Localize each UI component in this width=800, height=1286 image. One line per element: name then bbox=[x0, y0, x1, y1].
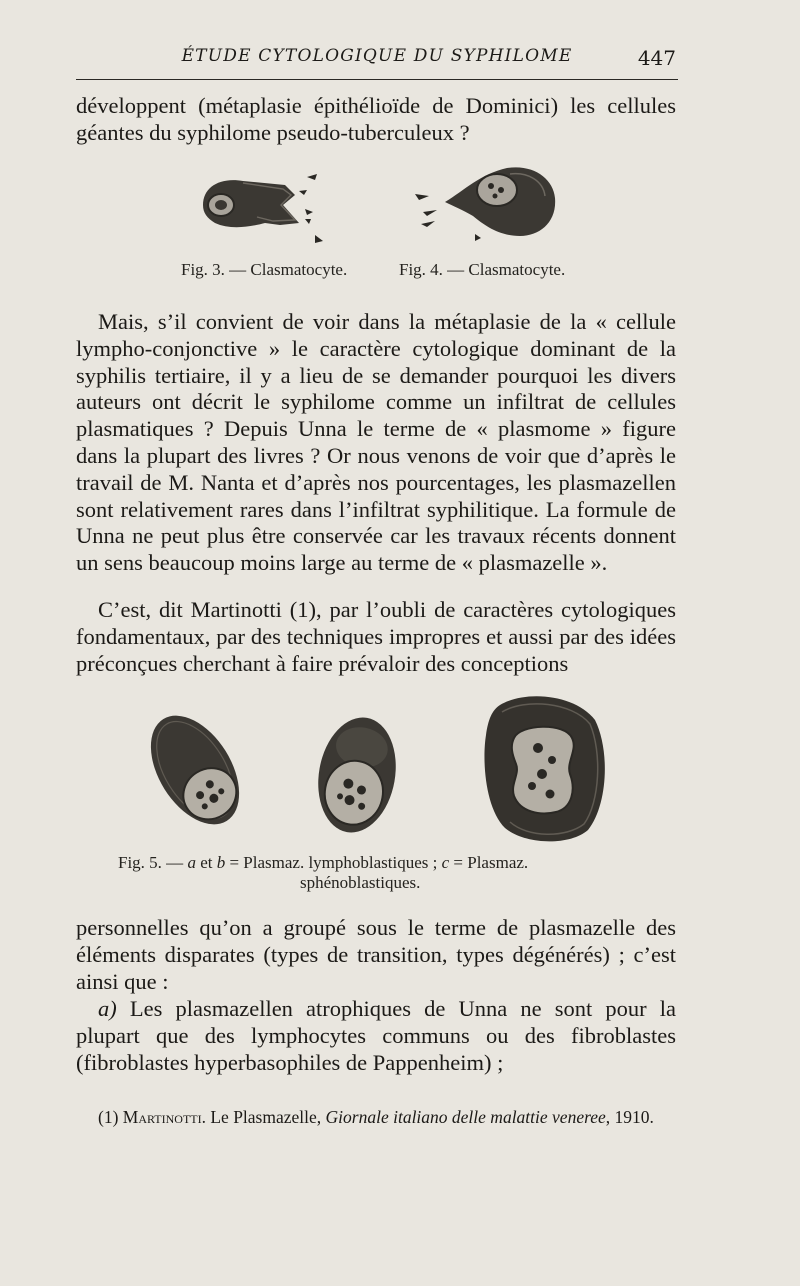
running-head bbox=[76, 46, 678, 76]
figure-5c-plasmazelle bbox=[480, 690, 610, 845]
paragraph-top bbox=[76, 93, 676, 147]
item-a-text: Les plasmazellen atrophiques de Unna ne sont pour la plupart que des lymphocytes communs ou des fibroblastes (fibroblastes hyperbasophiles de Pappenheim) ; bbox=[76, 996, 676, 1075]
footnote-number: (1) bbox=[98, 1107, 123, 1127]
item-a-marker: a) bbox=[98, 996, 117, 1021]
fig5-prefix: Fig. 5. — bbox=[118, 853, 188, 872]
page-number: 447 bbox=[637, 46, 676, 70]
fig5-label-c: c bbox=[441, 853, 450, 872]
fig5-et: et bbox=[195, 853, 217, 872]
header-rule bbox=[76, 79, 678, 80]
footnote-year: 1910. bbox=[614, 1107, 654, 1127]
fig3-caption: Fig. 3. — Clasmatocyte. bbox=[181, 260, 348, 279]
paragraph-cest-text: C’est, dit Martinotti (1), par l’oubli de caractères cytologiques fondamentaux, par des techniques impropres et aussi par des idées préconçues cherchant à faire prévaloir des conceptions bbox=[76, 597, 676, 676]
fig5-label-a: a bbox=[187, 853, 196, 872]
paragraph-mais bbox=[76, 309, 676, 577]
paragraph-mais-text: Mais, s’il convient de voir dans la métaplasie de la « cellule lympho-conjonctive » le caractère cytologique dominant de la syphilis tertiaire, il y a lieu de se demander pourquoi les divers auteurs ont décrit le syphilome comme un infiltrat de cellules plasmatiques ? Depuis Unna le terme de « plasmome » figure dans la plupart des livres ? Or nous venons de voir que d’après le travail de M. Nanta et d’après nos pourcentages, les plasmazellen sont relativement rares dans l’infiltrat syphilitique. La formule de Unna ne peut plus être conservée car les travaux récents donnent un sens beaucoup moins large au terme de « plasmazelle ». bbox=[76, 309, 676, 576]
fig5-caption bbox=[118, 853, 658, 893]
figure-4-clasmatocyte bbox=[415, 160, 565, 250]
fig5-end: = Plasmaz. bbox=[449, 853, 529, 872]
running-title: ÉTUDE CYTOLOGIQUE DU SYPHILOME bbox=[181, 46, 573, 66]
footnote-journal: Giornale italiano delle malattie veneree bbox=[325, 1107, 606, 1127]
fig5-label-b: b bbox=[216, 853, 226, 872]
figure-3-clasmatocyte bbox=[195, 165, 335, 250]
footnote-end: , bbox=[605, 1107, 611, 1127]
paragraph-cest bbox=[76, 597, 676, 677]
paragraph-personnelles-text: personnelles qu’on a groupé sous le terme de plasmazelle des éléments disparates (types de transition, types dégénérés) ; c’est ainsi que : bbox=[76, 915, 676, 994]
paragraph-a-text bbox=[76, 996, 676, 1076]
paragraph-top-text: développent (métaplasie épithélioïde de Dominici) les cellules géantes du syphilome pseudo-tuberculeux ? bbox=[76, 93, 676, 145]
paragraph-a bbox=[76, 996, 676, 1076]
fig5-caption-line2: sphénoblastiques. bbox=[300, 873, 421, 892]
figure-5b-plasmazelle bbox=[312, 715, 402, 835]
figure-5a-plasmazelle bbox=[140, 710, 250, 830]
footnote-line bbox=[76, 1105, 680, 1129]
footnote bbox=[76, 1105, 680, 1129]
fig5-caption-line1 bbox=[118, 853, 658, 873]
fig4-caption: Fig. 4. — Clasmatocyte. bbox=[399, 260, 566, 279]
paragraph-personnelles bbox=[76, 915, 676, 995]
footnote-author: Martinotti bbox=[122, 1107, 202, 1127]
footnote-title: . Le Plasmazelle, bbox=[201, 1107, 326, 1127]
fig5-mid: = Plasmaz. lymphoblastiques ; bbox=[225, 853, 442, 872]
